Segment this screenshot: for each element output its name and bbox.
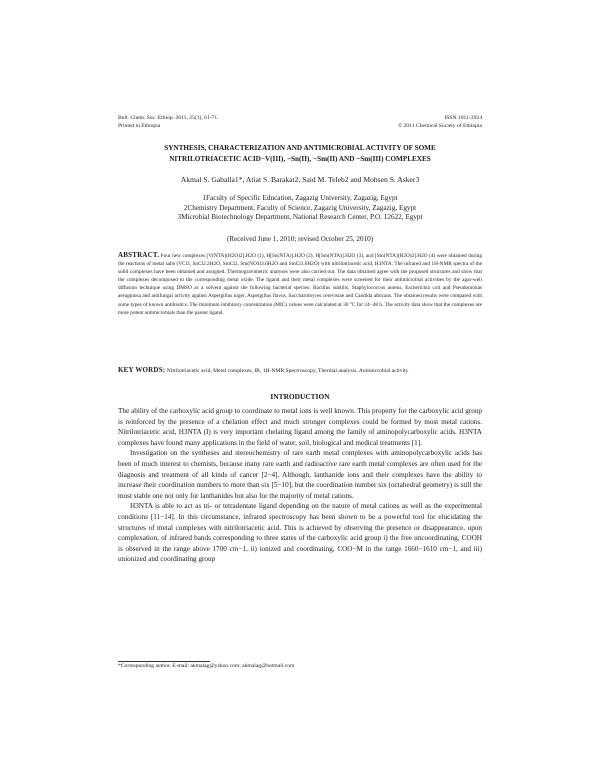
title-line-2: NITRILOTRIACETIC ACID−V(III), −Sn(II), −Sm(II) AND −Sm(III) COMPLEXES <box>169 154 431 163</box>
copyright: © 2011 Chemical Society of Ethiopia <box>397 122 482 129</box>
body-text <box>118 406 482 565</box>
issn: ISSN 1011-3924 <box>444 115 482 121</box>
affiliation-2: 2Chemistry Department, Faculty of Science, Zagazig University, Zagazig, Egypt <box>183 203 417 212</box>
keywords-text: Nitrilotriacetic acid, Metal complexes, IR, 1H-NMR Spectroscopy, Thermal analysis, Antimicrobial activity <box>166 368 409 374</box>
section-heading: INTRODUCTION <box>270 392 330 401</box>
paper-title <box>118 143 482 164</box>
affiliation-3: 3Microbial Biotechnology Department, National Research Center, P.O. 12622, Egypt <box>177 213 423 222</box>
footnote-rule <box>118 661 210 662</box>
received-dates: (Received June 1, 2010; revised October 25, 2010) <box>226 235 374 243</box>
abstract-label: ABSTRACT. <box>118 251 160 259</box>
journal-citation <box>118 115 219 130</box>
affiliation-1: 1Faculty of Specific Education, Zagazig University, Zagazig, Egypt <box>202 194 398 202</box>
keywords-label: KEY WORDS: <box>118 366 166 374</box>
author-list: Akmal S. Gaballa1*, Atiat S. Barakat2, Said M. Teleb2 and Mohsen S. Asker3 <box>180 175 420 184</box>
paragraph-1: The ability of the carboxylic acid group to coordinate to metal ions is well known. This property for the carboxylic acid group is reinforced by the presence of a chelation effect and much stronger complexes could be formed by most metal cations. Nitrilotriacetic acid, H3NTA (I) is very important chelating ligand among the family of aminopolycarboxylic acids. H3NTA complexes have found many applications in the field of water, soil, biological and medical treatments [1]. <box>118 407 482 447</box>
corresponding-author-footnote: *Corresponding author. E-mail: akmalag@yahoo.com; akmalag@hotmail.com <box>118 663 295 669</box>
abstract <box>118 251 482 317</box>
affiliations <box>118 194 482 223</box>
citation-line: Bull. Chem. Soc. Ethiop. 2011, 25(1), 61-71. <box>118 115 219 121</box>
printed-in: Printed in Ethiopia <box>118 122 161 129</box>
issn-block <box>398 115 482 130</box>
paragraph-3: H3NTA is able to act as tri- or tetradentate ligand depending on the nature of metal cations as well as the experimental conditions [11−14]. In this circumstance, infrared spectroscopy has been shown to be a powerful tool for elucidating the structures of metal complexes with nitrilotriacetic acid. This is achieved by observing the presence or disappearance, upon complexation, of infrared bands corresponding to three states of the carboxylic acid group i) the free uncoordinating, COOH is observed in the range above 1700 cm−1, ii) ionized and coordinating, COO−M in the range 1660−1610 cm−1, and iii) unionized and coordinating group <box>118 502 482 564</box>
title-line-1: SYNTHESIS, CHARACTERIZATION AND ANTIMICROBIAL ACTIVITY OF SOME <box>164 144 436 152</box>
paragraph-2: Investigation on the syntheses and stereochemistry of rare earth metal complexes with aminopolycarboxylic acids has been of much interest to chemists, because many rare earth and radioactive rare earth metal complexes are often used for the diagnosis and treatment of all kinds of cancer [2−4]. Although, lanthanide ions and their complexes have the ability to increase their coordination numbers to more than six [5−10], but the coordination number six (octahedral geometry) is still the most stable one not only for lanthanides but also for the majority of metal cations. <box>118 449 482 500</box>
abstract-text: Four new complexes [V(NTA)(H2O)2].H2O (1), H[Sn(NTA)].H2O (2), H[Sm(NTA)].H2O (3), and [Sm(NTA)(H2O)2].H2O (4) were obtained during the reactions of metal salts (VCl3, SnCl2.2H2O, SmCl2, Sm(NO3)3.6H2O and SmCl3.6H2O) with nitrilotriacetic acid, H3NTA. The infrared and 1H-NMR spectra of the solid complexes have been obtained and assigned. Thermogravimetric analyses were also carried out. The data obtained agree with the proposed structures and show that the complexes decomposed to the corresponding metal oxide. The ligand and their metal complexes were screened for their antimicrobial activities by the agar-well diffusion technique using DMSO as a solvent against the following bacterial species: Bacillus subtilis, Staphylococcus aureus, Escherichia coli and Pseudomonas aeruginosa and antifungal activity against Aspergillus niger, Aspergillus flavus, Saccharomyces cerevisiae and Candida albicans. The obtained results were compared with some types of known antibiotics. The minimum inhibitory concentration (MIC) values were calculated at 30 °C for 24−48 h. The activity data show that the complexes are more potent antimicrobials than the parent ligand. <box>118 253 482 316</box>
keywords <box>118 366 482 375</box>
